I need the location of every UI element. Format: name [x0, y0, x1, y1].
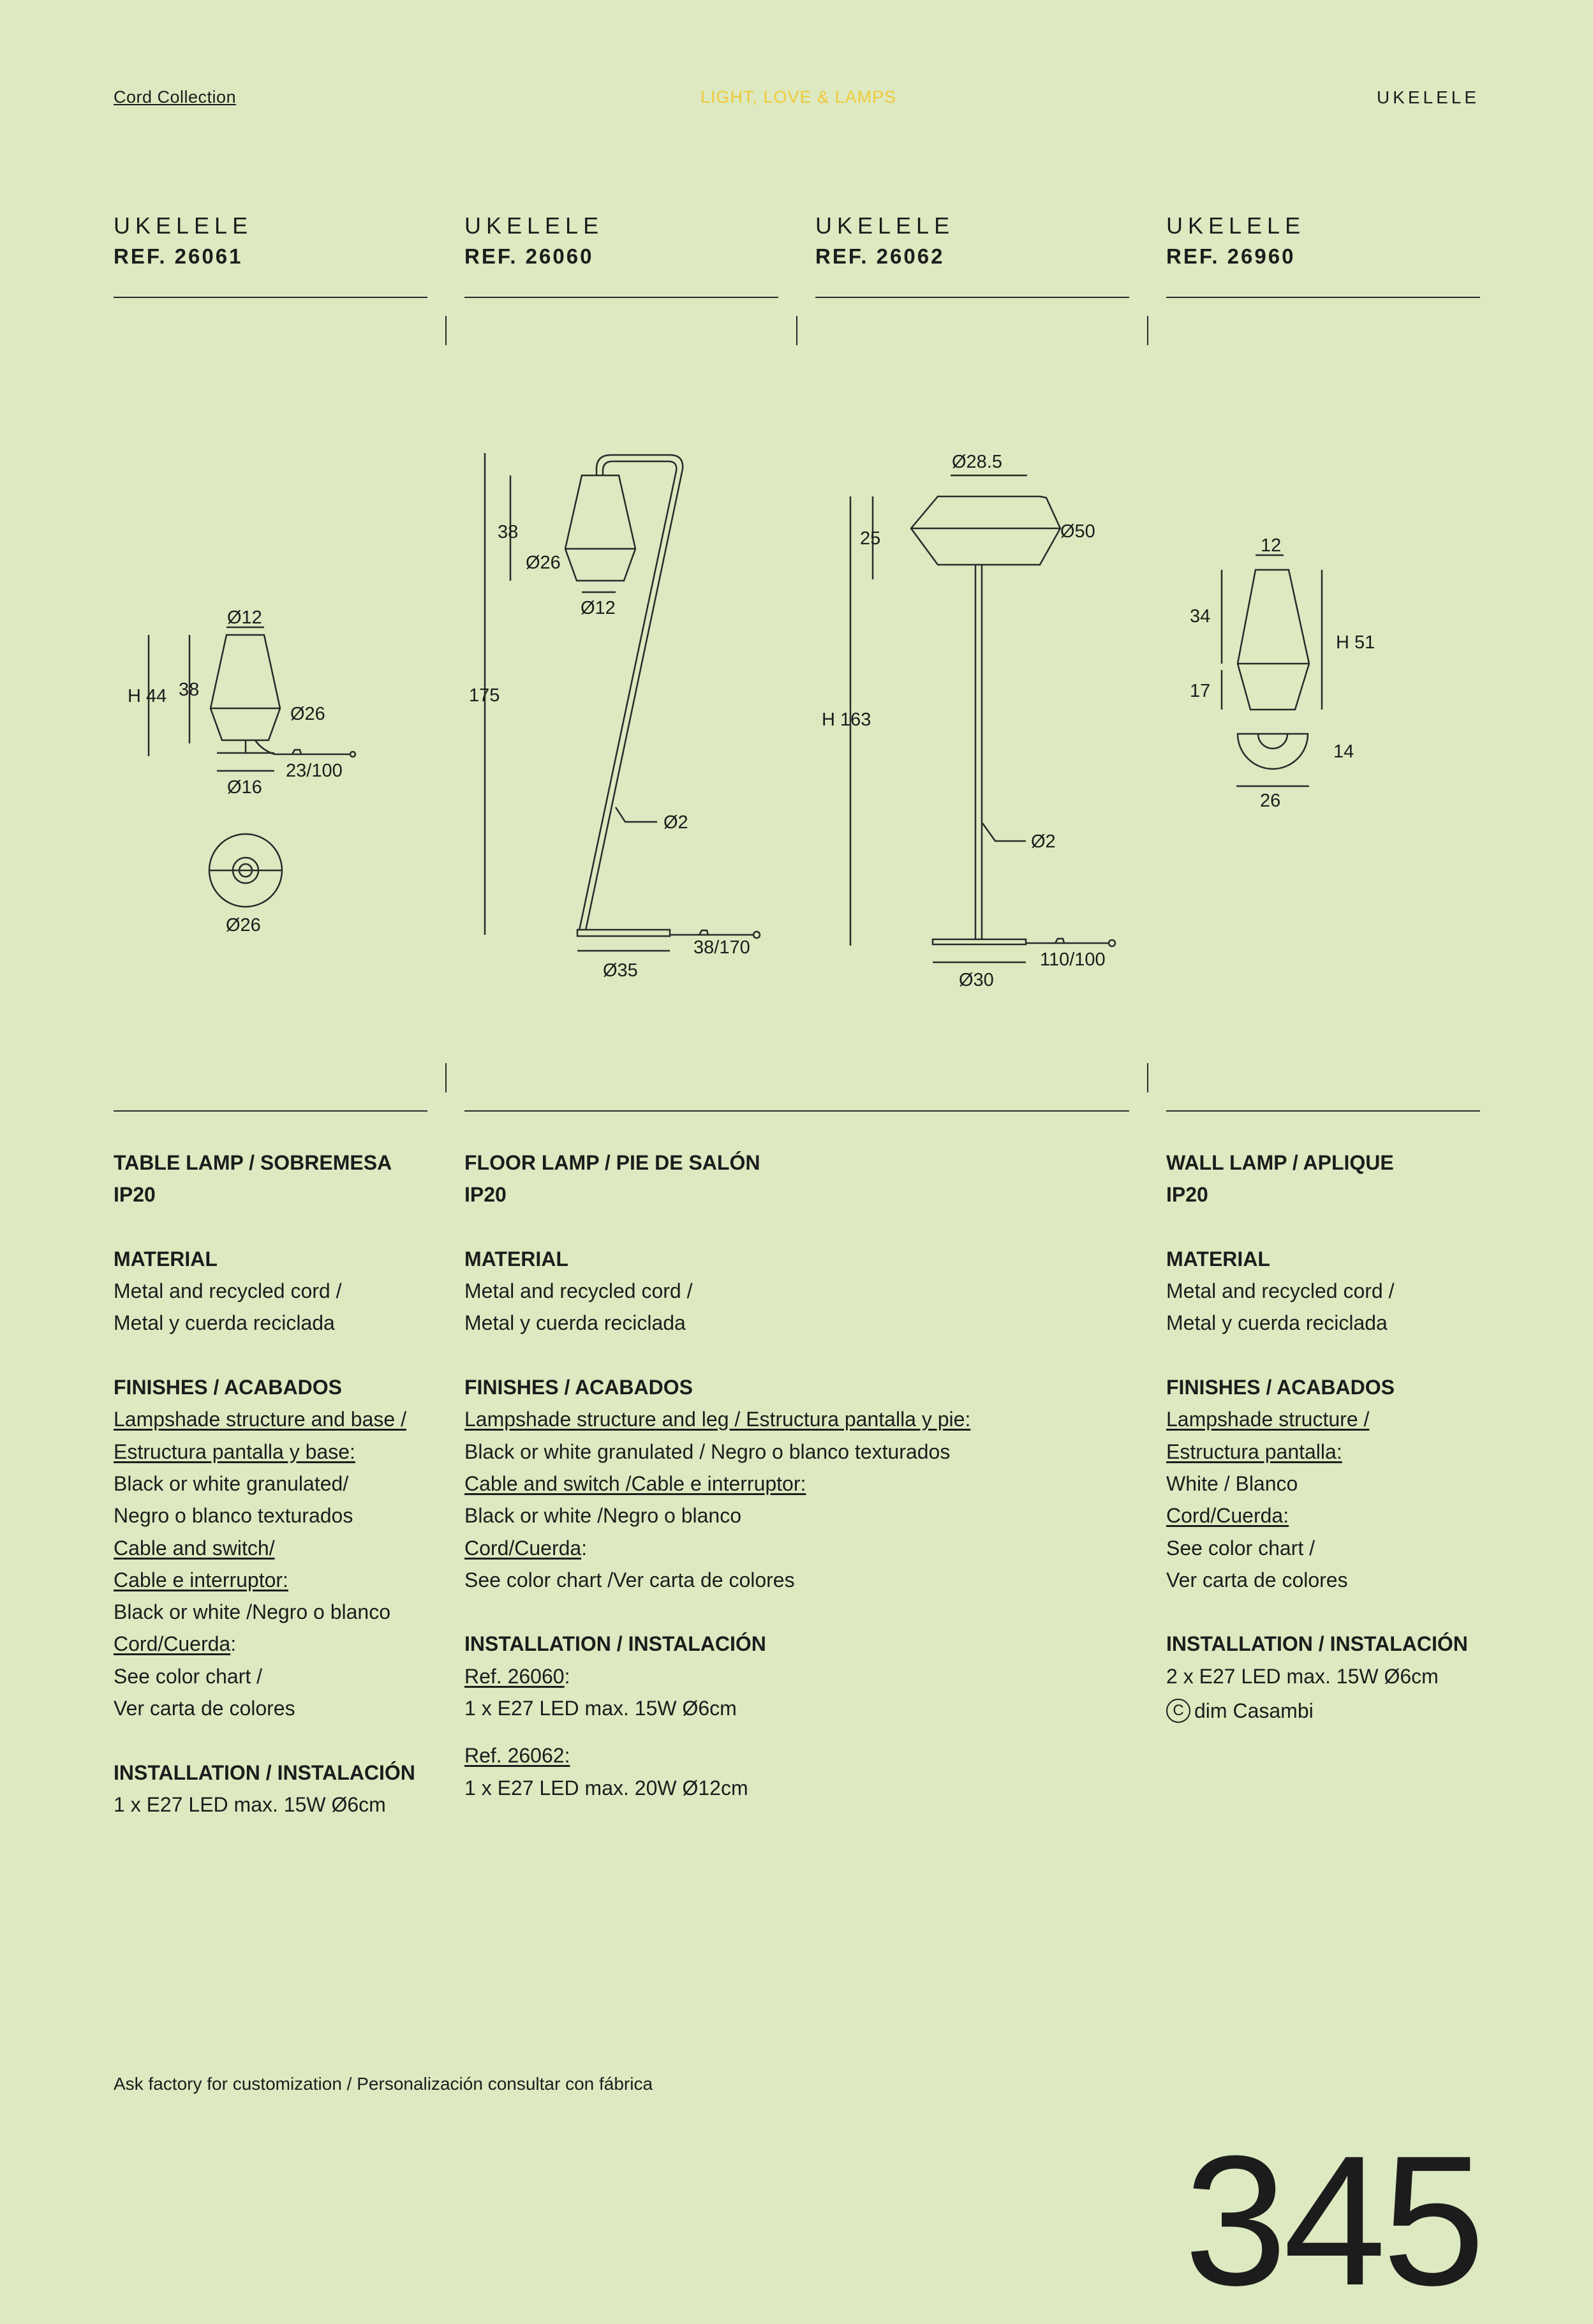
- dim-label: 14: [1333, 741, 1354, 762]
- installation-ref: Ref. 26060:: [464, 1664, 570, 1688]
- wall-lamp-drawing: [1190, 535, 1375, 811]
- casambi-badge: [1166, 1695, 1485, 1727]
- customization-note: Ask factory for customization / Personalización consultar con fábrica: [114, 2074, 653, 2094]
- dim-label: Ø26: [290, 704, 325, 724]
- material-line: Metal and recycled cord /: [114, 1279, 342, 1303]
- finishes-line: Lampshade structure and leg / Estructura pantalla y pie:: [464, 1408, 971, 1431]
- material-title: MATERIAL: [114, 1247, 218, 1270]
- finishes-line: Cord/Cuerda:: [114, 1632, 237, 1656]
- material-line: Metal y cuerda reciclada: [1166, 1311, 1388, 1335]
- dim-label: 175: [469, 685, 500, 706]
- ip-rating: IP20: [114, 1183, 156, 1207]
- column-ref: REF. 26062: [815, 244, 945, 268]
- lamp-arm-inner: [579, 461, 676, 930]
- installation-line: 2 x E27 LED max. 15W Ø6cm: [1166, 1664, 1439, 1688]
- finishes-line: Estructura pantalla y base:: [114, 1440, 355, 1463]
- spec-floor-lamp: [464, 1147, 1134, 1804]
- finishes-line: Ver carta de colores: [114, 1697, 295, 1720]
- column-name: UKELELE: [464, 212, 604, 239]
- dim-label: Ø12: [227, 607, 262, 628]
- dim-label: 34: [1190, 606, 1211, 627]
- column-ref: REF. 26061: [114, 244, 243, 268]
- finishes-line: See color chart /: [114, 1664, 262, 1688]
- lamp-type: FLOOR LAMP / PIE DE SALÓN: [464, 1151, 760, 1174]
- cord-label: Cord/Cuerda: [114, 1632, 231, 1656]
- leader-line: [616, 807, 657, 822]
- installation-line: 1 x E27 LED max. 15W Ø6cm: [464, 1697, 737, 1720]
- dim-label: Ø50: [1060, 521, 1095, 542]
- finishes-line: Estructura pantalla:: [1166, 1440, 1342, 1463]
- dim-label: 38: [179, 680, 200, 700]
- collection-link[interactable]: Cord Collection: [114, 87, 237, 107]
- page-number: 345: [1184, 2117, 1481, 2324]
- installation-title: INSTALLATION / INSTALACIÓN: [1166, 1632, 1468, 1656]
- base-plate: [577, 930, 670, 936]
- material-line: Metal y cuerda reciclada: [114, 1311, 335, 1335]
- base-plate: [933, 939, 1026, 944]
- backplate: [1238, 734, 1308, 769]
- finishes-title: FINISHES / ACABADOS: [464, 1376, 693, 1399]
- dim-label: 17: [1190, 681, 1211, 701]
- ref-label: Ref. 26060: [464, 1664, 565, 1688]
- lampshade-outline: [911, 496, 1060, 565]
- dim-label: Ø2: [663, 812, 688, 833]
- dim-label: 25: [860, 528, 881, 549]
- table-lamp-drawing: [128, 607, 355, 935]
- dim-label: Ø2: [1031, 831, 1056, 852]
- dim-label: H 44: [128, 686, 167, 706]
- column-ref: REF. 26960: [1166, 244, 1296, 268]
- material-line: Metal and recycled cord /: [464, 1279, 693, 1303]
- leader-line: [982, 823, 1026, 841]
- dim-label: 38: [498, 522, 519, 542]
- column-ref: REF. 26060: [464, 244, 594, 268]
- lampshade-outline: [211, 635, 280, 740]
- dim-label: 110/100: [1040, 950, 1106, 970]
- material-title: MATERIAL: [464, 1247, 568, 1270]
- dim-label: Ø26: [526, 553, 561, 573]
- product-name: UKELELE: [1376, 87, 1479, 107]
- installation-title: INSTALLATION / INSTALACIÓN: [114, 1761, 415, 1784]
- dim-label: 12: [1261, 535, 1282, 556]
- installation-title: INSTALLATION / INSTALACIÓN: [464, 1632, 766, 1656]
- lampshade-outline: [565, 475, 635, 581]
- finishes-line: Black or white /Negro o blanco: [114, 1600, 390, 1624]
- dim-label: Ø12: [581, 598, 616, 618]
- installation-line: 1 x E27 LED max. 20W Ø12cm: [464, 1776, 748, 1799]
- finishes-line: Cable e interruptor:: [114, 1568, 288, 1591]
- ip-rating: IP20: [1166, 1183, 1208, 1207]
- dim-label: Ø28.5: [952, 452, 1002, 472]
- finishes-line: Black or white /Negro o blanco: [464, 1504, 741, 1528]
- dim-label: 23/100: [286, 761, 343, 781]
- finishes-line: White / Blanco: [1166, 1471, 1298, 1495]
- finishes-line: Cable and switch /Cable e interruptor:: [464, 1471, 806, 1495]
- finishes-line: Lampshade structure /: [1166, 1408, 1370, 1431]
- column-name: UKELELE: [815, 212, 955, 239]
- floor-lamp-2-drawing: [822, 452, 1115, 990]
- plug: [350, 752, 355, 757]
- finishes-line: See color chart /Ver carta de colores: [464, 1568, 795, 1591]
- tagline: LIGHT, LOVE & LAMPS: [700, 87, 897, 107]
- finishes-line: Ver carta de colores: [1166, 1568, 1348, 1591]
- floor-lamp-drawing: [469, 453, 760, 981]
- backplate-inner: [1258, 734, 1287, 749]
- dim-label: Ø35: [603, 960, 638, 981]
- cord: [255, 740, 351, 754]
- dim-label: 26: [1260, 791, 1281, 811]
- finishes-line: Black or white granulated / Negro o blanco texturados: [464, 1440, 951, 1463]
- dim-label: H 163: [822, 710, 871, 730]
- finishes-line: Lampshade structure and base /: [114, 1408, 406, 1431]
- finishes-line: Cord/Cuerda:: [1166, 1504, 1289, 1528]
- column-name: UKELELE: [114, 212, 253, 239]
- finishes-line: Black or white granulated/: [114, 1471, 349, 1495]
- dim-label: Ø16: [227, 777, 262, 798]
- plug: [1109, 940, 1115, 946]
- plug: [753, 932, 760, 938]
- lampshade-outline: [1238, 570, 1309, 710]
- finishes-line: See color chart /: [1166, 1536, 1315, 1560]
- lamp-type: TABLE LAMP / SOBREMESA: [114, 1151, 392, 1174]
- finishes-title: FINISHES / ACABADOS: [1166, 1376, 1395, 1399]
- dim-label: Ø26: [226, 915, 261, 935]
- finishes-line: Cable and switch/: [114, 1536, 275, 1560]
- lamp-type: WALL LAMP / APLIQUE: [1166, 1151, 1394, 1174]
- material-line: Metal y cuerda reciclada: [464, 1311, 686, 1335]
- installation-ref: Ref. 26062:: [464, 1744, 570, 1768]
- casambi-label: dim Casambi: [1194, 1699, 1314, 1723]
- finishes-line: Cord/Cuerda:: [464, 1536, 588, 1560]
- column-name: UKELELE: [1166, 212, 1306, 239]
- dim-label: 38/170: [693, 937, 750, 958]
- cord-label: Cord/Cuerda: [464, 1536, 582, 1560]
- material-line: Metal and recycled cord /: [1166, 1279, 1395, 1303]
- ip-rating: IP20: [464, 1183, 507, 1207]
- spec-wall-lamp: [1166, 1147, 1485, 1727]
- dim-label: H 51: [1336, 632, 1375, 653]
- material-title: MATERIAL: [1166, 1247, 1270, 1270]
- spec-table-lamp: [114, 1147, 433, 1821]
- finishes-line: Negro o blanco texturados: [114, 1504, 353, 1528]
- lamp-arm: [586, 455, 683, 930]
- copyright-icon: C: [1166, 1699, 1190, 1723]
- finishes-title: FINISHES / ACABADOS: [114, 1376, 342, 1399]
- dim-label: Ø30: [959, 970, 994, 990]
- installation-line: 1 x E27 LED max. 15W Ø6cm: [114, 1792, 386, 1816]
